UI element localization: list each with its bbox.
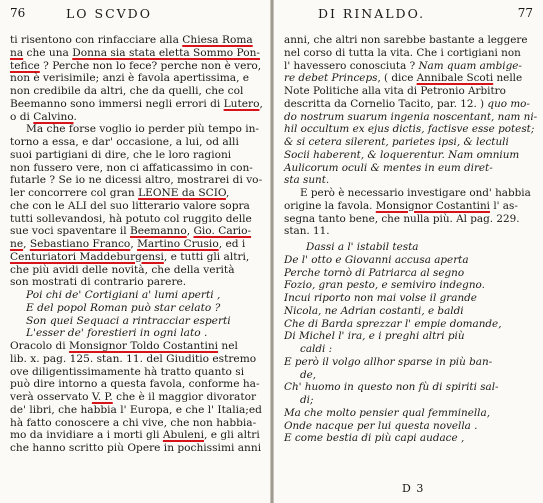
text-run: può dire intorno a questa favola, conforme ha- [10,378,260,391]
text-run: futarle ? Se io ne dicessi altro, mostrarei di vo- [10,174,263,187]
text-line [10,162,262,175]
text-run: descritta da Cornelio Tacito, par. 12. ) [284,97,488,110]
text-run: sue voci spaventare il [10,225,130,238]
text-run: , e tutti gli altri, [163,250,250,263]
text-line [10,98,262,111]
text-run: nel [218,340,238,352]
text-run: l' as- [490,199,518,212]
text-line [10,200,262,213]
text-line [284,292,537,305]
text-line [284,98,537,111]
underlined-phrase: Gio. Cario- [193,225,252,238]
text-line [10,289,262,302]
text-run: de, [300,368,317,381]
text-line [284,369,537,382]
text-run: che più avidi delle novità, che della verità [10,263,235,276]
text-line [284,432,537,445]
text-run: non è verisimile; anzi è favola apertissima, e [10,72,250,85]
text-line [284,241,537,254]
text-run: Poi chi de' Cortigiani a' lumi aperti , [26,289,221,301]
text-run: caldi : [300,343,333,355]
underlined-phrase: Monsignor Costantini [375,199,491,212]
text-run: Fozio, gran pesto, e semiviro indegno. [284,279,485,292]
text-run: Di Michel l' ira, e i preghi altri più [284,330,465,343]
text-line [284,356,537,369]
text-run: che una [23,46,73,59]
text-run: sta sunt. [284,174,330,187]
left-page [0,0,270,503]
text-run: Son quei Sequaci a rintracciar esperti [26,314,231,327]
text-run: Nicola, ne Adrian costanti, e baldi [284,304,464,317]
text-run: . [73,110,77,123]
text-run: tutti sollevandosi, hà potuto col ruggito delle [10,212,252,225]
text-run: Oracolo di [10,340,70,352]
text-run: , ( dice [377,72,417,85]
underlined-phrase: Sebastiano Franco [29,238,131,250]
underlined-phrase: Centuriatori Maddeburgensi [10,250,164,263]
text-line [284,200,537,213]
text-run: ler concorrere col gran [10,187,139,199]
running-head-title-left: LO SCVDO [66,6,152,21]
left-page-body [10,34,262,455]
text-run: , [130,238,138,250]
text-run: Nam quam ambige- [418,59,522,72]
text-run: segna tanto bene, che nulla più. Al pag. 229. [284,212,520,225]
right-page [274,0,543,503]
text-line [10,378,262,391]
text-line [10,391,262,404]
page-number-left: 76 [10,6,26,20]
text-run: re debet Princeps [284,72,378,85]
text-run: stan. 11. [284,225,330,238]
running-head-left [6,6,264,24]
text-run: de' libri, che habbia l' Europa, e che l' Italia;ed [10,403,262,416]
text-line [284,407,537,420]
underlined-phrase: na [10,46,24,59]
text-run: che con le ALI del suo litterario valore sopra [10,199,250,212]
text-line [10,276,262,289]
text-run: lib. x. pag. 125. stan. 11. del Giuditio estremo [10,352,257,365]
text-run: , e gli altri [204,429,260,442]
page-number-right: 77 [517,6,533,20]
text-run: hà fatto conoscere a chi vive, che non habbia- [10,416,257,429]
text-run: Dassi a l' istabil testa [306,241,419,253]
text-run: L'esser de' forestieri in ogni lato . [26,327,208,340]
text-line [284,394,537,407]
text-line [10,111,262,124]
underlined-phrase: Calvino [33,110,74,123]
underlined-phrase: tefice [10,59,40,72]
text-run: verà osservato [10,391,92,403]
text-line [284,34,537,47]
text-line [284,254,537,267]
text-run: , [23,238,30,250]
text-run: E del popol Roman può star celato ? [26,301,221,314]
text-line [10,417,262,430]
underlined-phrase: V. P. [91,391,113,403]
text-run: ti risentono con rinfacciare alla [10,34,183,46]
text-line [10,225,262,238]
text-run: Ch' huomo in questo non fù di spiriti sal- [284,381,499,394]
text-run: ove diligentissimamente hà tratto quanto si [10,365,245,378]
text-line [10,442,262,455]
text-line [10,213,262,226]
text-run: Ma che molto pensier qual femminella, [284,406,491,419]
underlined-phrase: Annibale Scoti [416,72,494,85]
text-line [10,34,262,47]
text-line [284,343,537,356]
text-run: anni, che altri non sarebbe bastante a leggere [284,34,528,46]
text-line [284,162,537,175]
text-run: do nostrum suarum ingenia noscentant, nam ni- [284,110,538,123]
text-line [10,60,262,73]
text-line [284,330,537,343]
text-run: Perche tornò di Patriarca al segno [284,266,465,279]
text-line [10,264,262,277]
text-line [10,47,262,60]
text-line [284,279,537,292]
text-line [284,420,537,433]
text-line [284,267,537,280]
running-head-right [280,6,537,24]
text-run: De l' otto e Giovanni accusa aperta [284,253,469,266]
text-line [284,123,537,136]
text-line [10,353,262,366]
text-line [284,136,537,149]
text-run: o di [10,110,34,123]
text-line [10,366,262,379]
underlined-phrase: Monsignor Toldo Costantini [69,340,219,352]
text-line [284,213,537,226]
text-run: & si cetera silerent, parietes ipsi, & lectuli [284,136,509,148]
text-line [10,149,262,162]
underlined-phrase: Lutero [223,97,260,110]
text-run: Aulicorum oculi & mentes in eum diret- [284,161,493,174]
text-run: ? Perche non lo fece? perche non è vero, [39,59,262,72]
text-run: torno a essa, e dar' occasione, a lui, od alli [10,136,239,148]
underlined-phrase: Martino Crusio [137,238,219,250]
text-line [10,85,262,98]
text-run: che è il maggior divorator [112,391,257,403]
text-line [284,60,537,73]
text-line [10,429,262,442]
text-run: Incui riporto non mai volse il grande [284,292,477,304]
text-line [284,381,537,394]
text-line [284,318,537,331]
text-line [10,238,262,251]
text-line [284,187,537,200]
text-line [10,340,262,353]
text-line [10,72,262,85]
text-run: E come bestia di più capi audace , [284,432,465,445]
text-run: E però è necessario investigare ond' habbia [300,187,531,199]
text-line [10,251,262,264]
text-run: Note Politiche alla vita di Petronio Arbitro [284,85,506,97]
text-line [10,315,262,328]
text-run: E però il volgo allhor sparse in più ban- [284,355,493,368]
text-run: che hanno scritto più Opere in pochissimi anni [10,442,262,454]
text-line [284,149,537,162]
text-line [10,174,262,187]
underlined-phrase: Beemanno [129,225,187,238]
text-run: Socii haberent, & loquerentur. Nam omnium [284,148,520,161]
text-line [284,174,537,187]
text-run: , [225,187,230,199]
text-line [10,187,262,200]
text-line [10,302,262,315]
text-run: di; [300,394,314,406]
text-run: non credibile da altri, che da quelli, che col [10,85,244,97]
text-run: Beemanno sono immersi negli errori di [10,97,224,110]
underlined-phrase: ne [10,238,24,250]
text-run: , [259,97,263,110]
text-run: nel corso di tutta la vita. Che i cortigiani non [284,46,521,59]
signature-mark: D 3 [402,482,425,495]
text-run: l' havessero conosciuta ? [284,59,419,72]
running-head-title-right: DI RINALDO. [318,6,426,21]
text-run: quo mo- [487,97,530,110]
text-run: Che di Barda sprezzar l' empie domande, [284,317,502,330]
text-line [284,85,537,98]
text-run: Ma che forse voglio io perder più tempo in- [26,123,260,136]
underlined-phrase: Abuleni [162,429,205,442]
text-line [284,305,537,318]
text-line [10,327,262,340]
underlined-phrase: Donna sia stata eletta Sommo Pon- [72,46,260,59]
underlined-phrase: LEONE da SCIO [138,187,226,199]
text-line [10,136,262,149]
text-run: , [186,225,194,238]
text-line [284,225,537,238]
text-line [10,404,262,417]
text-run: son mostrati di contrario parere. [10,276,187,289]
text-run: mo da invidiare a i morti gli [10,429,163,442]
text-run: non fussero vere, non ci affaticassimo in con- [10,161,253,174]
right-page-body [284,34,537,445]
text-line [10,123,262,136]
text-line [284,47,537,60]
text-run: origine la favola. [284,199,376,212]
underlined-phrase: Chiesa Roma [182,34,253,46]
text-run: , ed i [218,238,246,250]
text-run: hil occultum ex ejus dictis, factisve esse potest; [284,123,535,136]
text-run: Onde nacque per lui questa novella . [284,419,478,432]
text-run: nelle [493,72,523,85]
text-line [284,111,537,124]
text-run: suoi partigiani di dire, che le loro ragioni [10,148,232,161]
text-line [284,72,537,85]
